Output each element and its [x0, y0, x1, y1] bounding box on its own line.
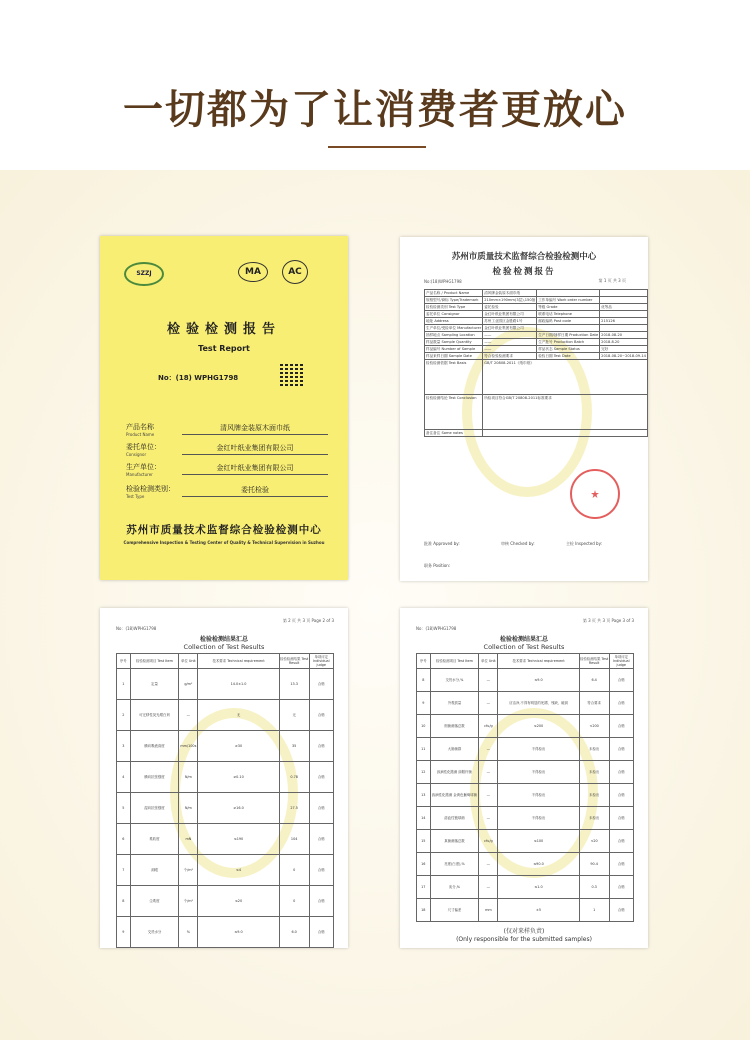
- table-cell: 0: [279, 855, 309, 886]
- info-value: [600, 325, 648, 332]
- column-header: 检验检测项目 Test Item: [130, 654, 179, 669]
- field-value: 金红叶纸业集团有限公司: [182, 443, 328, 455]
- table-cell: 4: [117, 762, 131, 793]
- column-header: 单项评定 Individual judge: [309, 654, 333, 669]
- info-label: 样品来样日期 Sample Date: [425, 353, 483, 360]
- table-row: [417, 669, 634, 692]
- table-cell: 细菌菌落总数: [430, 715, 479, 738]
- column-header: 检验检测结果 Test Result: [279, 654, 309, 669]
- table-cell: 不得检出: [498, 738, 579, 761]
- info-row: [425, 290, 648, 297]
- cover-org: 苏州市质量技术监督综合检验检测中心: [126, 524, 322, 536]
- info-value: 委托检验: [483, 304, 537, 311]
- column-header: 单项评定 Individual judge: [609, 654, 633, 669]
- official-stamp-icon: [570, 469, 620, 519]
- info-row: [425, 346, 648, 353]
- table-cell: —: [479, 669, 498, 692]
- table-row: [417, 784, 634, 807]
- table-cell: —: [479, 692, 498, 715]
- table-cell: —: [479, 807, 498, 830]
- table-cell: —: [479, 761, 498, 784]
- report-cover[interactable]: [100, 236, 348, 580]
- table-cell: 合格: [309, 793, 333, 824]
- info-value: 清风牌金装原木面巾纸: [483, 290, 537, 297]
- results-title-en: Collection of Test Results: [183, 643, 265, 651]
- table-cell: ≥16.0: [198, 793, 279, 824]
- cover-field: [126, 422, 326, 442]
- table-cell: 横向抗张强度: [130, 762, 179, 793]
- info-label: 规格型号/商标 Type/Trademark: [425, 297, 483, 304]
- table-cell: 14.0±1.0: [198, 669, 279, 700]
- info-value: 金红叶纸业集团有限公司: [483, 311, 537, 318]
- table-cell: 横向吸液高度: [130, 731, 179, 762]
- table-cell: 未检出: [579, 784, 609, 807]
- remarks-label: 备注备注 Some notes: [425, 430, 483, 437]
- table-cell: ≤20: [198, 886, 279, 917]
- table-cell: —: [479, 738, 498, 761]
- table-cell: 个/m²: [179, 855, 198, 886]
- cnas-logo-icon: AC: [282, 260, 308, 284]
- table-cell: 合格: [309, 700, 333, 731]
- table-cell: ≤9.0: [198, 917, 279, 948]
- info-row: [425, 311, 648, 318]
- table-row: [417, 899, 634, 922]
- table-cell: 16: [417, 853, 431, 876]
- table-row: [117, 917, 334, 948]
- table-cell: 合格: [309, 886, 333, 917]
- info-label: 联系电话 Telephone: [537, 311, 600, 318]
- page-title: 一切都为了让消费者更放心: [123, 87, 627, 133]
- info-value: ——: [483, 339, 537, 346]
- field-label-en: Product Name: [126, 432, 155, 437]
- table-cell: 外观质量: [430, 692, 479, 715]
- table-cell: ≤90.0: [498, 853, 579, 876]
- info-label: 地址 Address: [425, 318, 483, 325]
- report-page-2[interactable]: [100, 608, 348, 948]
- basis-label: 检验检测依据 Test Basis: [425, 360, 483, 395]
- results-header-row: [117, 654, 334, 669]
- cover-title: 检验检测报告: [166, 322, 281, 337]
- table-cell: 不得检出: [498, 784, 579, 807]
- table-cell: 0: [279, 886, 309, 917]
- table-cell: 灰分,%: [430, 876, 479, 899]
- info-value: 2018-08-20: [600, 332, 648, 339]
- column-header: 单位 Unit: [479, 654, 498, 669]
- report-org: 苏州市质量技术监督综合检验检测中心: [451, 252, 597, 262]
- szzj-logo-icon: SZZJ: [124, 262, 164, 286]
- table-cell: ≤4: [198, 855, 279, 886]
- info-label: 生产日期/抽样日期 Production Date: [538, 333, 599, 337]
- conclusion-value: 所检项目符合GB/T 20808-2011标准要求: [483, 395, 648, 430]
- info-row: [425, 339, 648, 346]
- info-row: [425, 297, 648, 304]
- table-cell: 合格: [309, 917, 333, 948]
- table-row: [417, 830, 634, 853]
- table-row: [117, 793, 334, 824]
- field-label: 检验检测类别：: [126, 485, 175, 493]
- results-title: 检验检测结果汇总: [199, 636, 248, 643]
- table-cell: 合格: [309, 855, 333, 886]
- table-cell: 5: [117, 793, 131, 824]
- info-value: 210mm×190mm(3层),150抽: [484, 298, 536, 302]
- table-cell: 尘埃度: [130, 886, 179, 917]
- info-row: [425, 318, 648, 325]
- table-cell: 3: [117, 731, 131, 762]
- info-value: 2018-08-20~2018-09-14: [601, 354, 646, 358]
- cover-field: [126, 442, 326, 462]
- table-cell: 合格: [609, 669, 633, 692]
- responsibility-note-en: (Only responsible for the submitted samples): [456, 936, 592, 943]
- table-cell: 14: [417, 807, 431, 830]
- info-row: [425, 332, 648, 339]
- table-cell: 符合要求: [579, 692, 609, 715]
- table-cell: 10: [417, 715, 431, 738]
- table-row: [417, 761, 634, 784]
- results-header-row: [417, 654, 634, 669]
- column-header: 序号: [417, 654, 431, 669]
- page-number: 第 3 页 共 3 页 Page 3 of 3: [582, 618, 634, 623]
- info-row: [425, 304, 648, 311]
- table-cell: 13.3: [279, 669, 309, 700]
- table-cell: 可迁移性荧光增白剂: [130, 700, 179, 731]
- table-cell: mN: [179, 824, 198, 855]
- table-cell: mm/100s: [179, 731, 198, 762]
- table-row: [417, 876, 634, 899]
- table-cell: 定量: [130, 669, 179, 700]
- table-row: [417, 692, 634, 715]
- table-cell: 合格: [609, 715, 633, 738]
- table-cell: 合格: [609, 876, 633, 899]
- table-cell: 湿向抗张强度: [130, 793, 179, 824]
- table-cell: N/m: [179, 762, 198, 793]
- table-cell: ≥0.10: [198, 762, 279, 793]
- qr-code-icon: [280, 362, 304, 386]
- table-cell: 未检出: [579, 738, 609, 761]
- info-label: 生产单位/受检单位 Manufacturer: [426, 326, 482, 330]
- info-label: 样品编号 Number of Sample: [425, 346, 483, 353]
- table-row: [117, 669, 334, 700]
- column-header: 技术要求 Technical requirement: [198, 654, 279, 669]
- cma-logo-icon: MA: [238, 262, 268, 282]
- table-cell: N/m: [179, 793, 198, 824]
- field-value: 清风牌金装原木面巾纸: [182, 423, 328, 435]
- results-table: [116, 653, 334, 948]
- table-cell: 1: [579, 899, 609, 922]
- info-label: 抽样地点 Sampling Location: [425, 332, 483, 339]
- table-cell: —: [179, 700, 198, 731]
- column-header: 单位 Unit: [179, 654, 198, 669]
- info-value: 完好: [600, 346, 648, 353]
- report-page-3[interactable]: [400, 608, 648, 948]
- info-value: [600, 311, 648, 318]
- table-row: [417, 715, 634, 738]
- position: 职务 Position:: [424, 563, 451, 568]
- cover-number: No：(18) WPHG1798: [158, 374, 239, 382]
- info-value: [600, 290, 648, 297]
- table-cell: 合格: [609, 899, 633, 922]
- table-cell: 交货水分: [130, 917, 179, 948]
- table-cell: 大肠菌群: [430, 738, 479, 761]
- info-label: 检验日期 Test Date: [537, 353, 600, 360]
- table-cell: 35: [279, 731, 309, 762]
- table-cell: 合格: [609, 761, 633, 784]
- table-cell: 交货水分,%: [430, 669, 479, 692]
- report-page-1[interactable]: [400, 237, 648, 581]
- table-cell: 未检出: [579, 807, 609, 830]
- conclusion-label: 检验检测结论 Test Conclusion: [425, 395, 483, 430]
- field-label-en: Manufacturer: [126, 472, 153, 477]
- table-cell: 真菌菌落总数: [430, 830, 479, 853]
- cover-title-en: Test Report: [198, 344, 250, 353]
- info-label: 检验检测类别 Test Type: [425, 304, 483, 311]
- table-cell: 0.78: [279, 762, 309, 793]
- info-label: [537, 325, 600, 332]
- table-cell: 13: [417, 784, 431, 807]
- table-cell: 90.4: [579, 853, 609, 876]
- table-cell: —: [479, 876, 498, 899]
- remarks-value: [483, 430, 648, 437]
- table-cell: <200: [579, 715, 609, 738]
- inspected-by: 主检 Inspected by:: [565, 541, 603, 546]
- field-label: 产品名称: [126, 423, 154, 431]
- table-cell: mm: [479, 899, 498, 922]
- info-value: 金红叶纸业集团有限公司: [483, 325, 537, 332]
- header: [0, 0, 750, 170]
- field-label: 生产单位：: [126, 463, 161, 471]
- info-value: [600, 297, 648, 304]
- info-label: 邮政编码 Post code: [537, 318, 600, 325]
- table-cell: 合格: [309, 669, 333, 700]
- field-label: 委托单位：: [126, 443, 161, 451]
- info-value: 苏州工业园区金胜路1号: [483, 318, 537, 325]
- page-number: 第 1 页 共 3 页: [598, 278, 626, 283]
- table-cell: 柔软度: [130, 824, 179, 855]
- column-header: 技术要求 Technical requirement: [498, 654, 579, 669]
- table-cell: 无: [198, 700, 279, 731]
- table-cell: ≤1.0: [498, 876, 579, 899]
- responsibility-note: (仅对来样负责): [503, 928, 545, 935]
- column-header: 检验检测项目 Test Item: [430, 654, 479, 669]
- column-header: 检验检测结果 Test Result: [579, 654, 609, 669]
- table-cell: 无: [279, 700, 309, 731]
- table-cell: ±5: [498, 899, 579, 922]
- approved-by: 批准 Approved by:: [424, 541, 460, 546]
- table-cell: 洞眼: [130, 855, 179, 886]
- table-cell: ≤100: [498, 830, 579, 853]
- info-value: 符合检验检测要求: [483, 353, 537, 360]
- report-number: No：(18)WPHG1798: [416, 626, 457, 631]
- table-cell: 亮度(白度),%: [430, 853, 479, 876]
- table-row: [117, 886, 334, 917]
- table-cell: 未检出: [579, 761, 609, 784]
- info-label: 样品状态 Sample Status: [537, 346, 600, 353]
- table-cell: cfu/g: [479, 715, 498, 738]
- table-row: [117, 824, 334, 855]
- table-cell: %: [179, 917, 198, 948]
- cover-org-en: Comprehensive Inspection & Testing Center of Quality & Technical Supervision in Suzhou: [123, 540, 325, 545]
- info-label: 工作单编号 Work order number: [537, 297, 600, 304]
- info-label: [537, 290, 600, 297]
- table-cell: ≤190: [198, 824, 279, 855]
- results-title-en: Collection of Test Results: [483, 643, 565, 651]
- table-cell: 合格: [309, 731, 333, 762]
- table-cell: 18: [417, 899, 431, 922]
- table-cell: 17: [417, 876, 431, 899]
- cover-field: [126, 462, 326, 482]
- report-number: No:(18)WPHG1798: [424, 279, 462, 284]
- field-value: 金红叶纸业集团有限公司: [182, 463, 328, 475]
- table-cell: 8: [417, 669, 431, 692]
- table-row: [417, 738, 634, 761]
- info-value: ——: [483, 346, 537, 353]
- table-cell: 1: [117, 669, 131, 700]
- table-cell: 27.5: [279, 793, 309, 824]
- table-cell: ≤9.0: [498, 669, 579, 692]
- field-value: 委托检验: [182, 485, 328, 497]
- table-cell: 合格: [609, 830, 633, 853]
- table-cell: —: [479, 784, 498, 807]
- table-row: [117, 731, 334, 762]
- table-cell: 致病性化脓菌 绿脓杆菌: [430, 761, 479, 784]
- table-cell: 合格: [609, 692, 633, 715]
- table-row: [117, 855, 334, 886]
- table-cell: 溶血性链球菌: [430, 807, 479, 830]
- table-cell: 11: [417, 738, 431, 761]
- basis-value: GB/T 20808-2011《纸巾纸》: [483, 360, 648, 395]
- table-cell: <20: [579, 830, 609, 853]
- table-row: [417, 853, 634, 876]
- report-title: 检验检测报告: [492, 267, 556, 277]
- table-cell: cfu/g: [479, 830, 498, 853]
- table-cell: 12: [417, 761, 431, 784]
- info-value: ——: [483, 332, 537, 339]
- title-underline: [328, 146, 426, 148]
- field-label-en: Consignor: [126, 452, 147, 457]
- report-info-table: [424, 289, 648, 437]
- results-title: 检验检测结果汇总: [499, 636, 548, 643]
- table-row: [117, 762, 334, 793]
- info-label: 生产批号 Production Batch: [537, 339, 600, 346]
- table-cell: 合格: [609, 807, 633, 830]
- page-number: 第 2 页 共 3 页 Page 2 of 3: [282, 618, 334, 623]
- table-cell: g/m²: [179, 669, 198, 700]
- table-row: [417, 807, 634, 830]
- info-label: 委托单位 Consignor: [425, 311, 483, 318]
- info-row: [425, 353, 648, 360]
- table-cell: 2: [117, 700, 131, 731]
- table-cell: 7: [117, 855, 131, 886]
- info-row: [425, 325, 648, 332]
- table-cell: 9: [417, 692, 431, 715]
- table-cell: 合格: [309, 762, 333, 793]
- table-cell: 合格: [309, 824, 333, 855]
- table-cell: 合格: [609, 853, 633, 876]
- table-cell: 0.3: [579, 876, 609, 899]
- table-row: [117, 700, 334, 731]
- table-cell: ≤200: [498, 715, 579, 738]
- info-value: 2018.8.20: [600, 339, 648, 346]
- table-cell: 合格: [609, 738, 633, 761]
- table-cell: 合格: [609, 784, 633, 807]
- info-label: 等级 Grade: [537, 304, 600, 311]
- table-cell: 104: [279, 824, 309, 855]
- cover-field: [126, 484, 326, 504]
- info-value: 优等品: [600, 304, 648, 311]
- table-cell: 尺寸偏差: [430, 899, 479, 922]
- field-label-en: Test Type: [126, 494, 145, 499]
- table-cell: 个/m²: [179, 886, 198, 917]
- table-cell: 应洁净,不得有明显的死褶、残缺、破洞: [498, 692, 579, 715]
- table-cell: —: [479, 853, 498, 876]
- table-cell: 6.0: [279, 917, 309, 948]
- report-number: No：(18)WPHG1798: [116, 626, 157, 631]
- table-cell: 不得检出: [498, 761, 579, 784]
- info-label: 样品数量 Sample Quantity: [425, 339, 483, 346]
- table-cell: 致病性化脓菌 金黄色葡萄球菌: [430, 784, 479, 807]
- info-label: 产品名称 / Product Name: [425, 290, 483, 297]
- table-cell: 6: [117, 824, 131, 855]
- column-header: 序号: [117, 654, 131, 669]
- results-table: [416, 653, 634, 922]
- table-cell: ≥30: [198, 731, 279, 762]
- signatures: [424, 541, 634, 547]
- table-cell: 6.4: [579, 669, 609, 692]
- info-value: 215126: [600, 318, 648, 325]
- table-cell: 不得检出: [498, 807, 579, 830]
- checked-by: 审核 Checked by:: [500, 541, 535, 546]
- table-cell: 8: [117, 886, 131, 917]
- table-cell: 15: [417, 830, 431, 853]
- table-cell: 9: [117, 917, 131, 948]
